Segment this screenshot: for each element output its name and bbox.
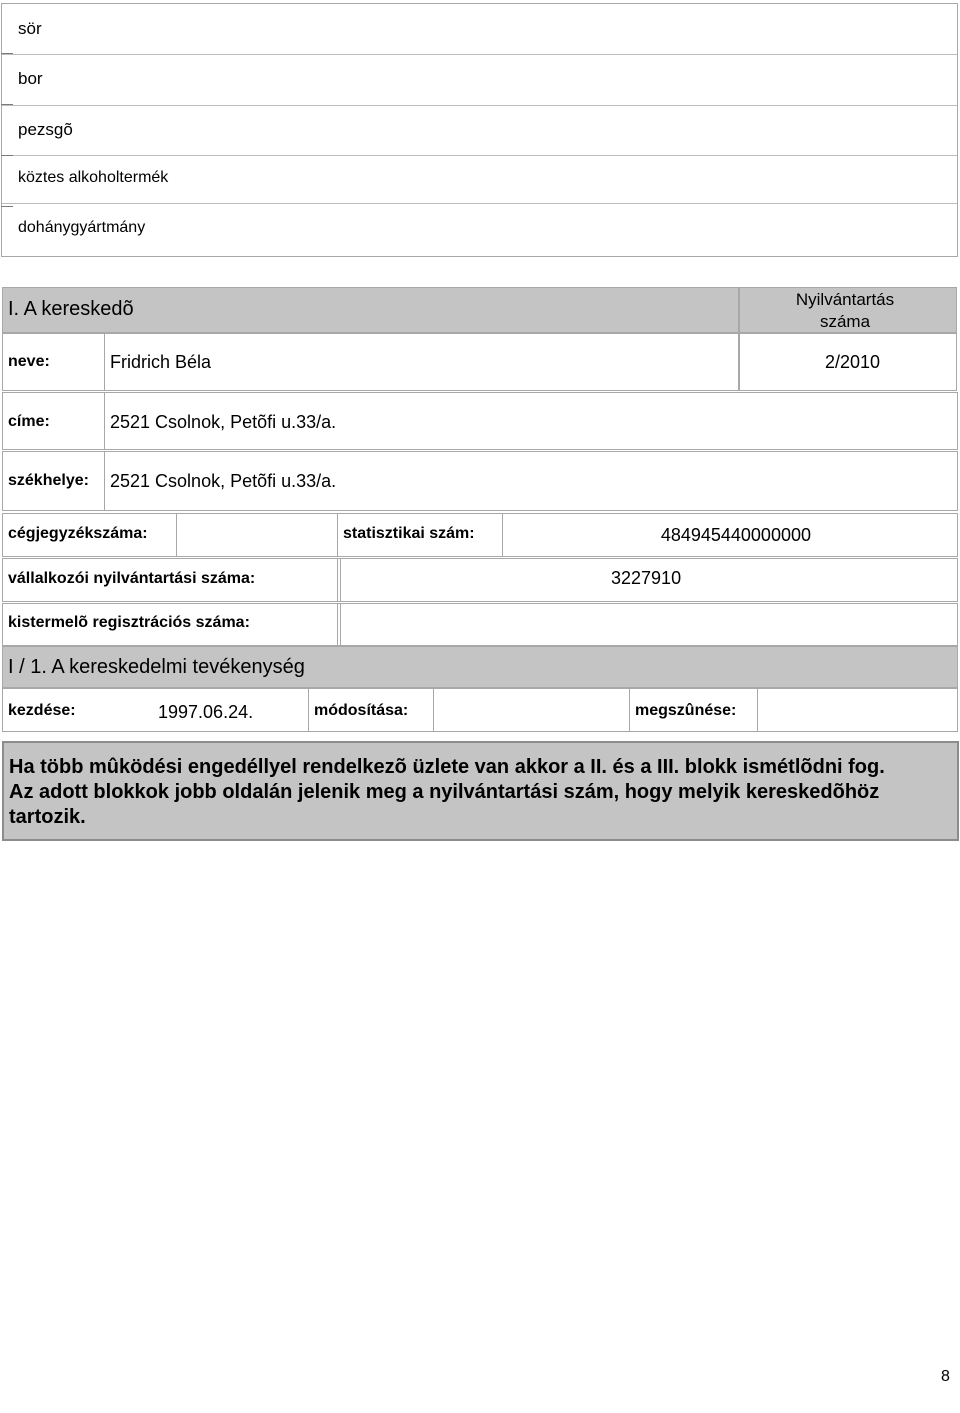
list-marker <box>1 155 13 156</box>
section-title: I. A kereskedõ <box>8 298 134 320</box>
list-item: köztes alkoholtermék <box>18 169 169 186</box>
list-item: bor <box>18 69 43 88</box>
end-label: megszûnése: <box>635 702 737 719</box>
list-item: dohánygyártmány <box>18 219 146 236</box>
registration-header-label: Nyilvántartás száma <box>795 290 895 331</box>
entrepreneur-value: 3227910 <box>611 568 682 588</box>
start-label: kezdése: <box>8 702 76 719</box>
stat-value: 484945440000000 <box>660 525 811 545</box>
list-marker <box>1 206 13 207</box>
modify-label: módosítása: <box>314 702 409 719</box>
list-item: pezsgõ <box>18 120 73 139</box>
notice-text: Ha több mûködési engedéllyel rendelkezõ üzlete van akkor a II. és a III. blokk ismétlõdni fog. Az adott blokkok jobb oldalán jelenik meg a nyilvántartási szám, hogy melyik kereskedõhöz tartozik. <box>9 756 885 828</box>
start-value: 1997.06.24. <box>158 702 254 722</box>
seat-value: 2521 Csolnok, Petõfi u.33/a. <box>110 471 337 491</box>
list-marker <box>1 53 13 54</box>
list-marker <box>1 104 13 105</box>
company-reg-label: cégjegyzékszáma: <box>8 525 148 542</box>
stat-label: statisztikai szám: <box>343 525 475 542</box>
activity-section-title: I / 1. A kereskedelmi tevékenység <box>8 656 305 678</box>
address-value: 2521 Csolnok, Petõfi u.33/a. <box>110 412 337 432</box>
page-number: 8 <box>941 1368 950 1385</box>
name-value: Fridrich Béla <box>110 352 212 372</box>
small-producer-label: kistermelõ regisztrációs száma: <box>8 614 250 631</box>
list-item: sör <box>18 19 42 38</box>
entrepreneur-label: vállalkozói nyilvántartási száma: <box>8 570 256 587</box>
address-label: címe: <box>8 413 50 430</box>
registration-value: 2/2010 <box>824 352 880 372</box>
seat-label: székhelye: <box>8 472 89 489</box>
name-label: neve: <box>8 353 50 370</box>
activity-dates-row <box>2 688 958 732</box>
